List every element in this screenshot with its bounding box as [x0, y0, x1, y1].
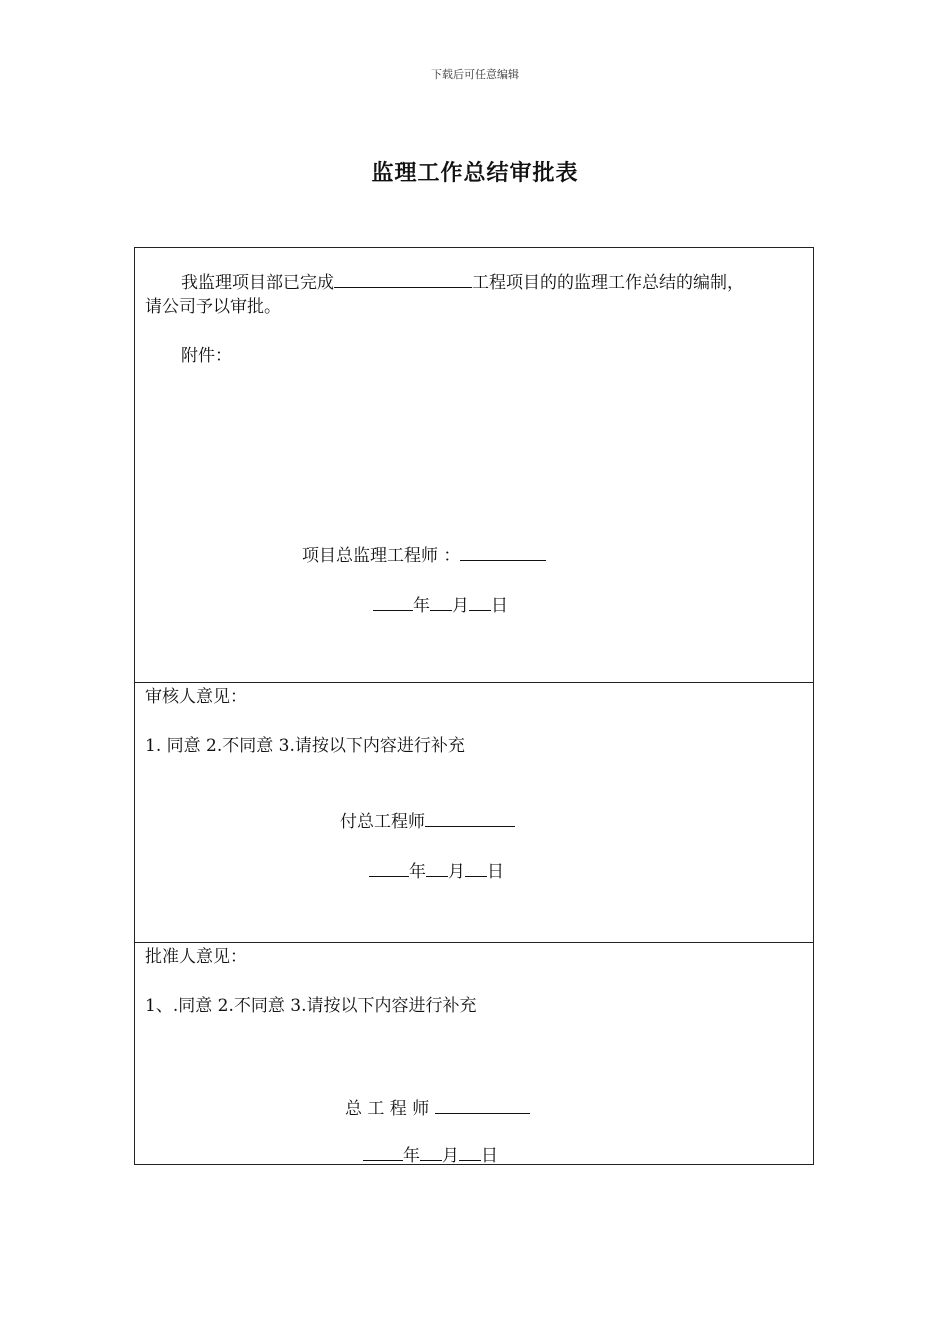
chief-supervisor-label: 项目总监理工程师 ： — [302, 546, 461, 566]
approval-month-label: 月 — [442, 1146, 459, 1166]
approval-section — [135, 942, 813, 1166]
request-month-field[interactable] — [430, 592, 452, 611]
approval-form — [134, 247, 814, 1165]
chief-supervisor-signature-row — [302, 542, 546, 568]
request-text-line1 — [181, 269, 744, 295]
review-day-label: 日 — [487, 862, 504, 882]
approval-date-row — [363, 1142, 498, 1168]
page-title: 监理工作总结审批表 — [371, 160, 579, 186]
request-year-field[interactable] — [373, 592, 413, 611]
chief-engineer-signature-row — [345, 1095, 530, 1121]
request-day-label: 日 — [491, 596, 508, 616]
deputy-engineer-label: 付总工程师 — [340, 812, 425, 832]
request-date-row — [373, 592, 508, 618]
chief-engineer-signature-field[interactable] — [435, 1095, 530, 1114]
review-year-label: 年 — [409, 862, 426, 882]
review-day-field[interactable] — [465, 858, 487, 877]
approval-options: 1、.同意 2.不同意 3.请按以下内容进行补充 — [145, 996, 477, 1016]
deputy-engineer-signature-row — [340, 808, 515, 834]
review-date-row — [369, 858, 504, 884]
header-note: 下载后可任意编辑 — [431, 68, 519, 81]
approval-day-field[interactable] — [459, 1142, 481, 1161]
attachment-label: 附件： — [181, 346, 232, 366]
approval-month-field[interactable] — [420, 1142, 442, 1161]
request-day-field[interactable] — [469, 592, 491, 611]
chief-engineer-label: 总 工 程 师 — [345, 1099, 435, 1119]
chief-supervisor-signature-field[interactable] — [460, 542, 546, 561]
approval-label: 批准人意见： — [145, 947, 247, 967]
review-month-label: 月 — [448, 862, 465, 882]
request-text-line2: 请公司予以审批。 — [145, 297, 281, 317]
project-name-field[interactable] — [334, 269, 472, 288]
approval-year-field[interactable] — [363, 1142, 403, 1161]
review-month-field[interactable] — [426, 858, 448, 877]
request-month-label: 月 — [452, 596, 469, 616]
review-section — [135, 682, 813, 942]
approval-year-label: 年 — [403, 1146, 420, 1166]
request-text-part2: 工程项目的的监理工作总结的编制， — [472, 273, 744, 293]
request-year-label: 年 — [413, 596, 430, 616]
request-text-part1: 我监理项目部已完成 — [181, 273, 334, 293]
approval-day-label: 日 — [481, 1146, 498, 1166]
review-label: 审核人意见： — [145, 687, 247, 707]
review-options: 1. 同意 2.不同意 3.请按以下内容进行补充 — [145, 736, 465, 756]
deputy-engineer-signature-field[interactable] — [425, 808, 515, 827]
request-section — [135, 248, 813, 682]
review-year-field[interactable] — [369, 858, 409, 877]
